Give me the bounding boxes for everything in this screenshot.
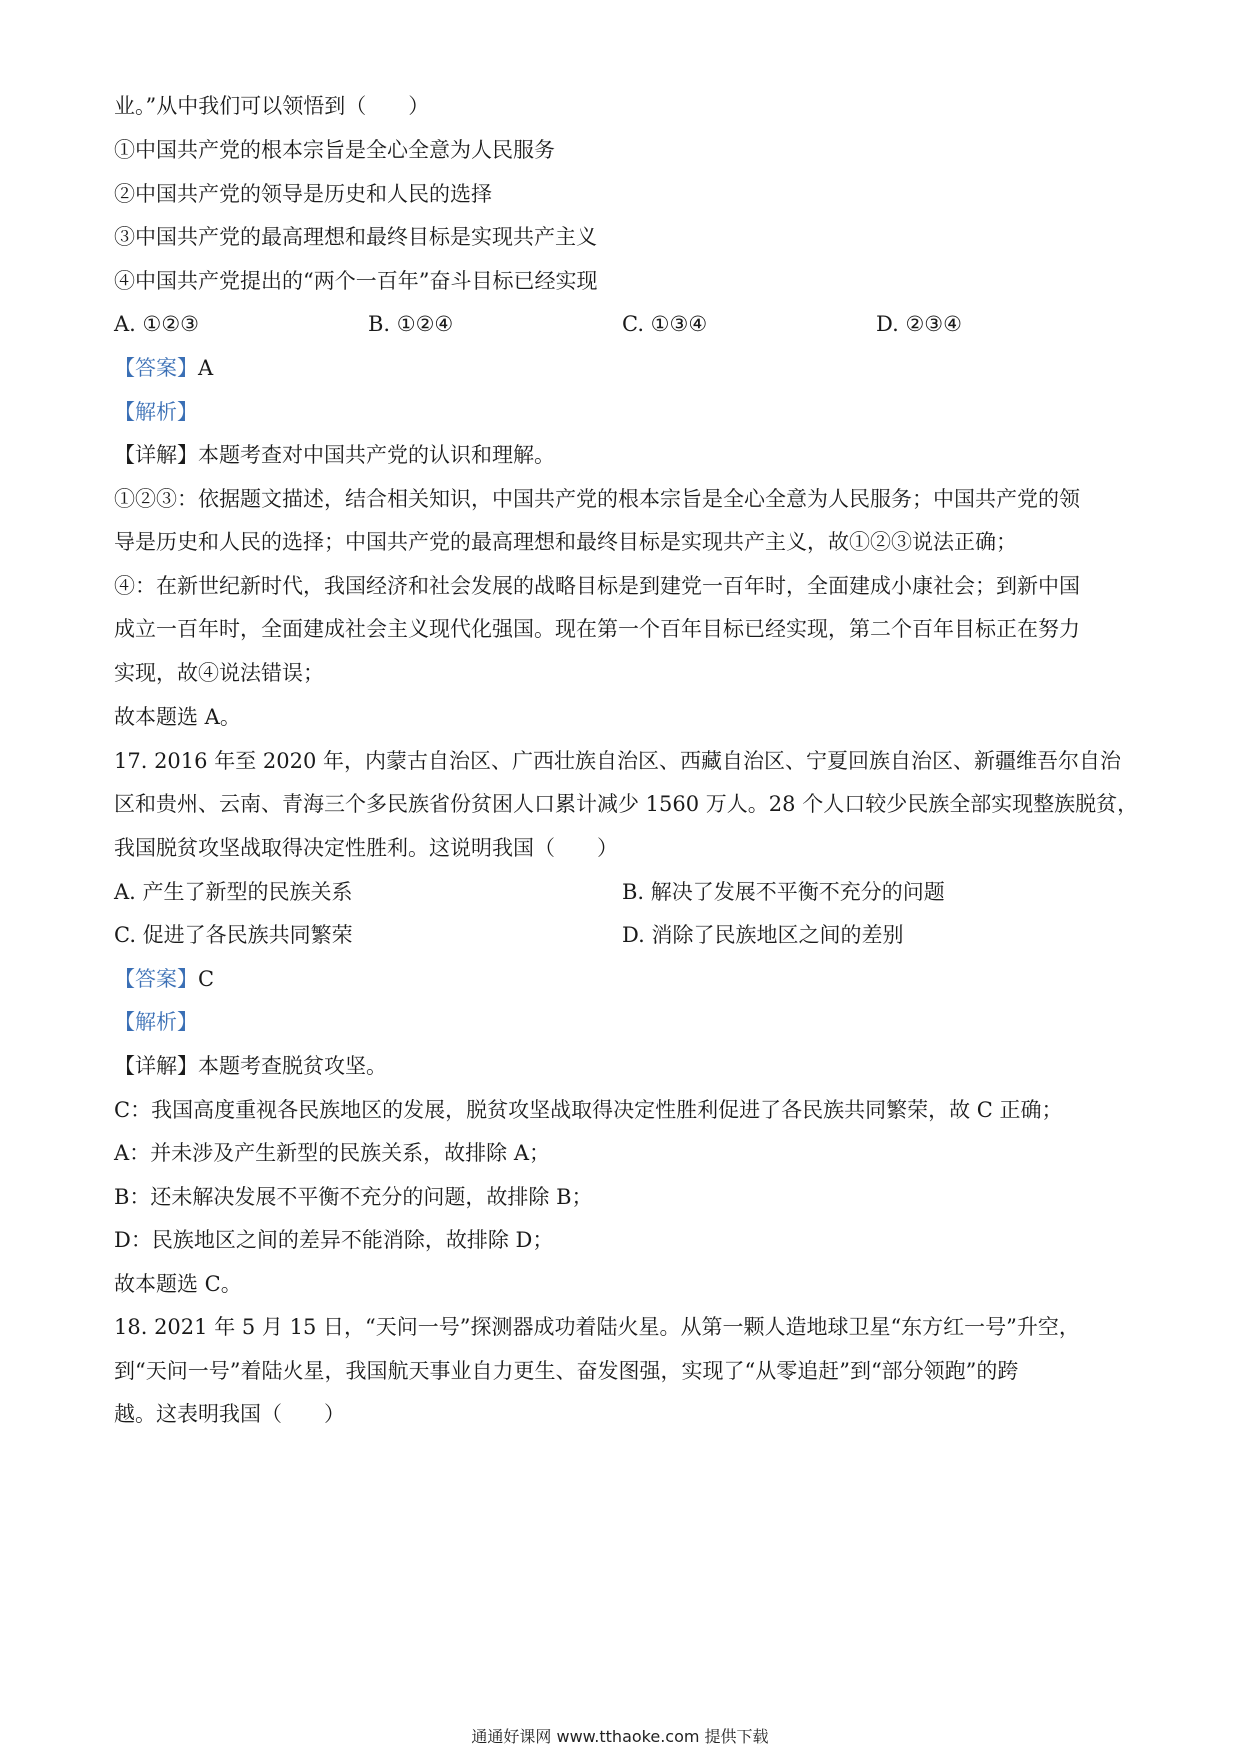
page-footer: 通通好课网 www.tthaoke.com 提供下载 [471,1727,769,1746]
q17-detail-5: D：民族地区之间的差异不能消除，故排除 D； [114,1228,554,1252]
q17-option-c: C. 促进了各民族共同繁荣 [114,923,353,947]
q16-statement-4: ④中国共产党提出的“两个一百年”奋斗目标已经实现 [114,269,598,293]
q17-detail-4: B：还未解决发展不平衡不充分的问题，故排除 B； [114,1185,593,1209]
q16-detail-3: 导是历史和人民的选择；中国共产党的最高理想和最终目标是实现共产主义，故①②③说法正确； [114,530,1017,554]
q18-stem-2: 到“天问一号”着陆火星，我国航天事业自力更生、奋发图强，实现了“从零追赶”到“部分领跑”的跨 [114,1359,1019,1383]
q17-analysis-tag: 【解析】 [114,1010,198,1034]
q17-detail-1: 【详解】本题考查脱贫攻坚。 [114,1054,387,1078]
q16-statement-1: ①中国共产党的根本宗旨是全心全意为人民服务 [114,138,555,162]
q16-detail-7: 故本题选 A。 [114,705,241,729]
answer-tag: 【答案】 [114,356,198,380]
q16-option-c: C. ①③④ [622,312,708,336]
q17-option-b: B. 解决了发展不平衡不充分的问题 [622,880,945,904]
q16-detail-1: 【详解】本题考查对中国共产党的认识和理解。 [114,443,555,467]
q16-option-d: D. ②③④ [876,312,962,336]
q17-detail-2: C：我国高度重视各民族地区的发展，脱贫攻坚战取得决定性胜利促进了各民族共同繁荣，故 C 正确； [114,1098,1063,1122]
answer-value: C [198,967,215,991]
q18-stem-3: 越。这表明我国（ ） [114,1402,345,1426]
q16-detail-4: ④：在新世纪新时代，我国经济和社会发展的战略目标是到建党一百年时，全面建成小康社会；到新中国 [114,574,1080,598]
q17-option-a: A. 产生了新型的民族关系 [114,880,353,904]
q17-stem-2: 区和贵州、云南、青海三个多民族省份贫困人口累计减少 1560 万人。28 个人口较少民族全部实现整族脱贫， [114,792,1139,816]
q17-option-d: D. 消除了民族地区之间的差别 [622,923,904,947]
answer-value: A [198,356,214,380]
q17-answer [114,964,214,994]
q17-stem-3: 我国脱贫攻坚战取得决定性胜利。这说明我国（ ） [114,836,618,860]
q16-statement-2: ②中国共产党的领导是历史和人民的选择 [114,182,492,206]
q16-detail-5: 成立一百年时，全面建成社会主义现代化强国。现在第一个百年目标已经实现，第二个百年目标正在努力 [114,617,1080,641]
q16-analysis-tag: 【解析】 [114,400,198,424]
q18-stem-1: 18. 2021 年 5 月 15 日，“天问一号”探测器成功着陆火星。从第一颗人造地球卫星“东方红一号”升空， [114,1315,1080,1339]
q17-detail-6: 故本题选 C。 [114,1272,242,1296]
q16-detail-6: 实现，故④说法错误； [114,661,324,685]
q16-option-b: B. ①②④ [368,312,454,336]
q16-option-a: A. ①②③ [114,312,199,336]
q16-detail-2: ①②③：依据题文描述，结合相关知识，中国共产党的根本宗旨是全心全意为人民服务；中国共产党的领 [114,487,1080,511]
q16-answer [114,353,213,383]
q16-statement-3: ③中国共产党的最高理想和最终目标是实现共产主义 [114,225,597,249]
q17-detail-3: A：并未涉及产生新型的民族关系，故排除 A； [114,1141,551,1165]
answer-tag: 【答案】 [114,967,198,991]
q17-stem-1: 17. 2016 年至 2020 年，内蒙古自治区、广西壮族自治区、西藏自治区、宁夏回族自治区、新疆维吾尔自治 [114,749,1121,773]
q16-stem-tail: 业。”从中我们可以领悟到（ ） [114,94,430,118]
